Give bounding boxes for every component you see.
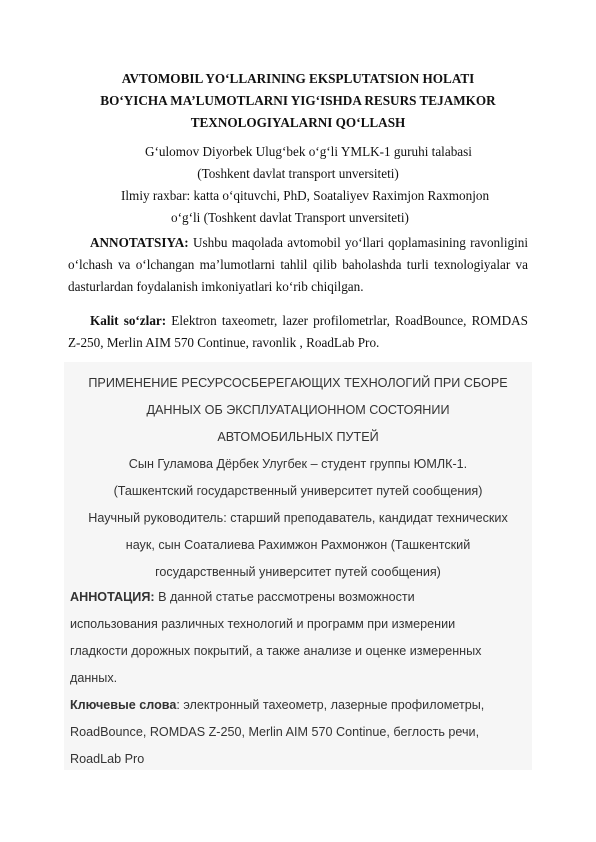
ru-advisor-line-1: Научный руководитель: старший преподаватель, кандидат технических xyxy=(88,511,508,525)
uz-advisor-line-1: Ilmiy raxbar: katta o‘qituvchi, PhD, Soataliyev Raximjon Raxmonjon xyxy=(121,188,490,203)
ru-abstract-block xyxy=(64,362,532,770)
uz-advisor-line-2: o‘g‘li (Toshkent davlat Transport unversiteti) xyxy=(171,210,409,225)
ru-title-line-1: ПРИМЕНЕНИЕ РЕСУРСОСБЕРЕГАЮЩИХ ТЕХНОЛОГИЙ ПРИ СБОРЕ xyxy=(88,376,508,390)
ru-abstract-first-line xyxy=(64,584,538,610)
ru-title-line-2: ДАННЫХ ОБ ЭКСПЛУАТАЦИОННОМ СОСТОЯНИИ xyxy=(146,403,450,417)
ru-abstract-line-2: использования различных технологий и программ при измерении xyxy=(70,617,456,631)
ru-keywords-line-1: : электронный тахеометр, лазерные профилометры, xyxy=(176,698,485,712)
ru-keywords-line-3: RoadLab Pro xyxy=(70,752,145,766)
uz-title xyxy=(64,68,532,134)
uz-abstract xyxy=(68,232,528,298)
ru-abstract-line-3: гладкости дорожных покрытий, а также анализе и оценке измеренных xyxy=(70,644,482,658)
ru-advisor-line-3: государственный университет путей сообщения) xyxy=(155,565,441,579)
ru-keywords-first-line xyxy=(64,692,538,718)
uz-title-line-1: AVTOMOBIL YO‘LLARINING EKSPLUTATSION HOLATI xyxy=(121,71,475,86)
uz-abstract-label: ANNOTATSIYA: xyxy=(90,235,189,250)
uz-keywords xyxy=(68,310,528,354)
ru-abstract-line-1: В данной статье рассмотрены возможности xyxy=(154,590,415,604)
ru-advisor-line-2: наук, сын Соаталиева Рахимжон Рахмонжон (Ташкентский xyxy=(125,538,471,552)
uz-title-line-3: TEXNOLOGIYALARNI QO‘LLASH xyxy=(190,115,406,130)
ru-title-line-3: АВТОМОБИЛЬНЫХ ПУТЕЙ xyxy=(217,430,379,444)
uz-author-affiliation: (Toshkent davlat transport unversiteti) xyxy=(197,166,399,181)
ru-author-affiliation: (Ташкентский государственный университет путей сообщения) xyxy=(113,484,483,498)
ru-keywords-label: Ключевые слова xyxy=(70,698,177,712)
ru-keywords-line-2: RoadBounce, ROMDAS Z-250, Merlin AIM 570 Continue, беглость речи, xyxy=(70,725,480,739)
uz-abstract-text: Ushbu maqolada avtomobil yo‘llari qoplamasining ravonligini o‘lchash va o‘lchangan ma’lumotlarni tahlil qilib baholashda turli texnologiyalar va dasturlardan foydalanish imkoniyatlari ko‘rib chiqilgan. xyxy=(68,235,528,294)
uz-keywords-label: Kalit so‘zlar: xyxy=(90,313,167,328)
uz-author: G‘ulomov Diyorbek Ulug‘bek o‘g‘li YMLK-1 guruhi talabasi xyxy=(145,144,472,159)
ru-abstract-line-4: данных. xyxy=(70,671,118,685)
ru-abstract-label: АННОТАЦИЯ: xyxy=(70,590,155,604)
ru-author: Сын Гуламова Дёрбек Улугбек – студент группы ЮМЛК-1. xyxy=(128,457,468,471)
uz-title-line-2: BO‘YICHA MA’LUMOTLARNI YIG‘ISHDA RESURS TEJAMKOR xyxy=(100,93,496,108)
uz-keywords-text: Elektron taxeometr, lazer profilometrlar, RoadBounce, ROMDAS Z-250, Merlin AIM 570 Continue, ravonlik , RoadLab Pro. xyxy=(68,313,528,350)
